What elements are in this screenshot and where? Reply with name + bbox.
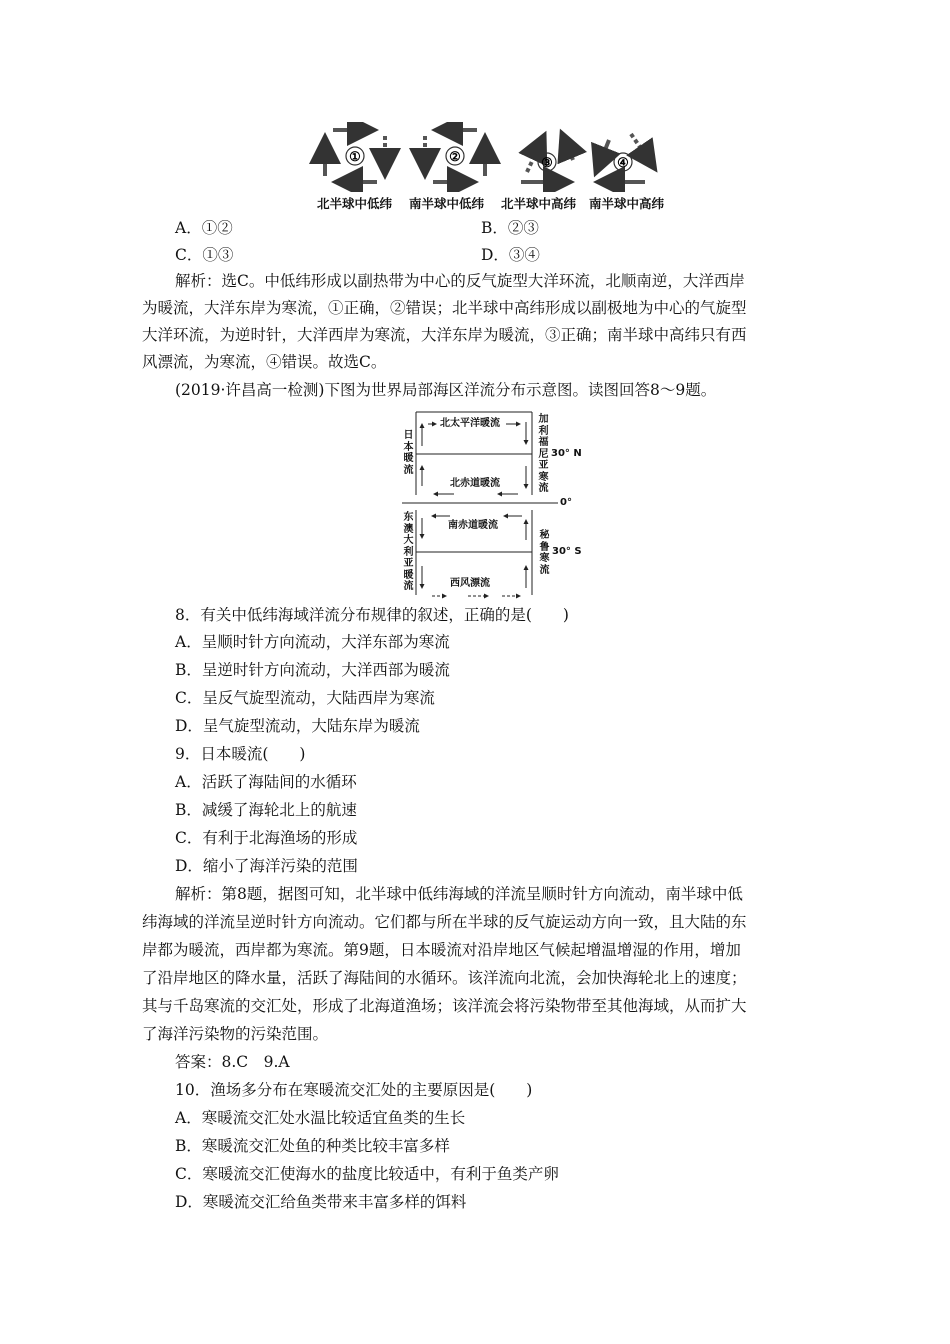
analysis2-line: 纬海域的洋流呈逆时针方向流动。它们都与所在半球的反气旋运动方向一致，且大陆的东 [142, 913, 747, 931]
caption-2: 南半球中低纬 [409, 196, 485, 211]
diagram-1-label: ① [349, 150, 361, 165]
label-east-australia-current: 东澳大利亚暖流 [403, 512, 414, 592]
q10-option-a: A．寒暖流交汇处水温比较适宜鱼类的生长 [175, 1109, 466, 1127]
question-8: 8．有关中低纬海域洋流分布规律的叙述，正确的是( ) [175, 606, 569, 624]
caption-3: 北半球中高纬 [501, 196, 577, 211]
q9-option-c: C．有利于北海渔场的形成 [175, 829, 358, 847]
label-japan-current: 日本暖流 [403, 430, 414, 476]
analysis1-line: 大洋环流，为逆时针，大洋西岸为寒流，大洋东岸为暖流，③正确；南半球中高纬只有西 [142, 326, 747, 344]
diagram-3-label: ③ [541, 156, 553, 171]
caption-1: 北半球中低纬 [317, 196, 393, 211]
q9-option-d: D．缩小了海洋污染的范围 [175, 857, 358, 875]
ocean-current-lines [398, 410, 583, 602]
label-30n: 30° N [551, 448, 582, 459]
q10-option-c: C．寒暖流交汇使海水的盐度比较适中，有利于鱼类产卵 [175, 1165, 559, 1183]
answer: 答案：8.C 9.A [175, 1053, 290, 1071]
diagram-4-label: ④ [617, 156, 629, 171]
analysis2-line: 了沿岸地区的降水量，活跃了海陆间的水循环。该洋流向北流，会加快海轮北上的速度； [142, 969, 747, 987]
circulation-diagrams [305, 122, 675, 192]
analysis1-line: 为暖流，大洋东岸为寒流，①正确，②错误；北半球中高纬形成以副极地为中心的气旋型 [142, 299, 747, 317]
q7-option-d: D．③④ [481, 246, 540, 264]
q10-option-b: B．寒暖流交汇处鱼的种类比较丰富多样 [175, 1137, 450, 1155]
caption-4: 南半球中高纬 [589, 196, 665, 211]
label-north-pacific-current: 北太平洋暖流 [440, 418, 500, 429]
q7-option-b: B．②③ [481, 219, 539, 237]
analysis2-line: 其与千岛寒流的交汇处，形成了北海道渔场；该洋流会将污染物带至其他海域，从而扩大 [142, 997, 747, 1015]
analysis2-line: 解析：第8题，据图可知，北半球中低纬海域的洋流呈顺时针方向流动，南半球中低 [175, 885, 743, 903]
analysis1-line: 解析：选C。中低纬形成以副热带为中心的反气旋型大洋环流，北顺南逆，大洋西岸 [175, 272, 745, 290]
question-10: 10．渔场多分布在寒暖流交汇处的主要原因是( ) [175, 1081, 533, 1099]
label-west-wind-drift: 西风漂流 [450, 578, 490, 589]
q9-option-b: B．减缓了海轮北上的航速 [175, 801, 357, 819]
diagram-2-label: ② [449, 150, 461, 165]
analysis2-line: 岸都为暖流，西岸都为寒流。第9题，日本暖流对沿岸地区气候起增温增湿的作用，增加 [142, 941, 741, 959]
label-south-equatorial-current: 南赤道暖流 [448, 520, 498, 531]
analysis1-line: 风漂流，为寒流，④错误。故选C。 [142, 353, 387, 371]
q9-option-a: A．活跃了海陆间的水循环 [175, 773, 357, 791]
q10-option-d: D．寒暖流交汇给鱼类带来丰富多样的饵料 [175, 1193, 467, 1211]
circulation-figure [305, 122, 675, 214]
q8-option-a: A．呈顺时针方向流动，大洋东部为寒流 [175, 633, 450, 651]
q8-option-c: C．呈反气旋型流动，大陆西岸为寒流 [175, 689, 435, 707]
question-9: 9．日本暖流( ) [175, 745, 306, 763]
label-equator: 0° [560, 497, 572, 508]
label-peru-current: 秘鲁寒流 [539, 530, 550, 576]
q8-option-d: D．呈气旋型流动，大陆东岸为暖流 [175, 717, 420, 735]
q7-option-a: A．①② [175, 219, 233, 237]
q7-option-c: C．①③ [175, 246, 234, 264]
label-california-current: 加利福尼亚寒流 [538, 414, 549, 494]
label-north-equatorial-current: 北赤道暖流 [450, 478, 500, 489]
analysis2-line: 了海洋污染物的污染范围。 [142, 1025, 329, 1043]
q8-option-b: B．呈逆时针方向流动，大洋西部为暖流 [175, 661, 450, 679]
intro: (2019·许昌高一检测)下图为世界局部海区洋流分布示意图。读图回答8～9题。 [175, 381, 717, 399]
ocean-current-figure [398, 410, 583, 602]
label-30s: 30° S [552, 546, 582, 557]
